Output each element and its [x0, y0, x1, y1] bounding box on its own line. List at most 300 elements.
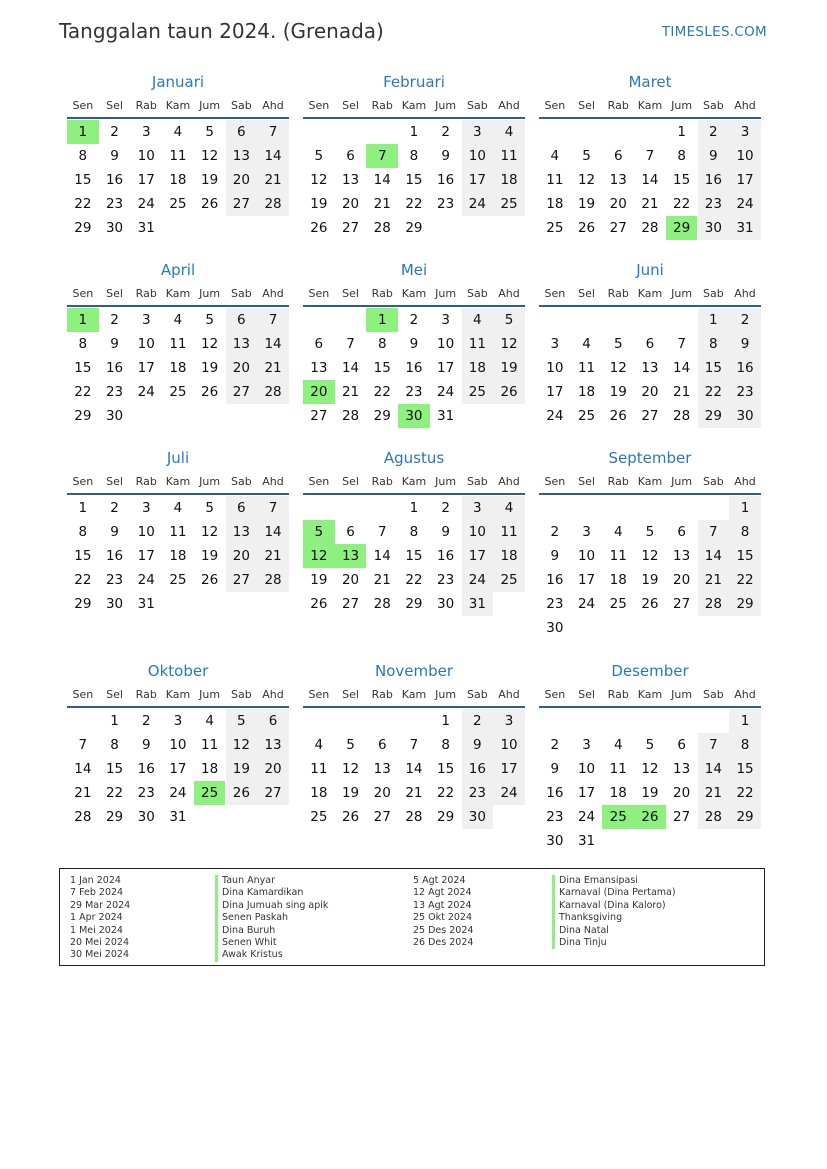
day-cell: 14 — [405, 761, 423, 777]
day-cell: 4 — [314, 737, 324, 753]
day-cell: 23 — [105, 196, 124, 212]
day-cell: 21 — [257, 544, 289, 568]
day-cell: 30 — [105, 408, 124, 424]
day-cell: 29 — [405, 596, 423, 612]
day-cell: 12 — [201, 336, 219, 352]
legend-date: 1 Jan 2024 — [70, 875, 121, 886]
day-cell: 29 — [729, 805, 761, 829]
day-cell: 3 — [141, 124, 151, 140]
day-cell: 9 — [729, 332, 761, 356]
day-cell: 31 — [169, 809, 187, 825]
day-cell: 23 — [729, 380, 761, 404]
day-cell: 28 — [257, 192, 289, 216]
day-cell: 26 — [201, 196, 219, 212]
day-cell: 28 — [698, 805, 730, 829]
weekday-label: Ahd — [262, 99, 284, 112]
weekday-label: Sen — [544, 688, 566, 701]
legend-date: 29 Mar 2024 — [70, 899, 131, 911]
day-cell: 26 — [310, 220, 328, 236]
day-cell: 9 — [462, 733, 494, 757]
weekday-label: Jum — [671, 688, 693, 701]
day-cell: 17 — [577, 785, 596, 801]
day-cell: 21 — [373, 196, 391, 212]
day-cell: 22 — [74, 384, 92, 400]
day-cell: 19 — [201, 172, 219, 188]
day-cell: 22 — [729, 568, 761, 592]
day-cell: 21 — [405, 785, 423, 801]
day-cell: 6 — [226, 120, 258, 144]
month-name: Oktober — [147, 662, 209, 680]
day-cell: 27 — [226, 380, 258, 404]
weekday-label: Sab — [702, 287, 724, 300]
month-divider — [303, 493, 525, 495]
day-cell: 8 — [377, 336, 387, 352]
day-cell: 6 — [346, 148, 355, 164]
day-cell: 14 — [373, 172, 391, 188]
weekday-label: Rab — [135, 99, 157, 112]
month-name: Maret — [628, 73, 672, 91]
day-cell: 25 — [493, 568, 525, 592]
weekday-label: Sen — [544, 99, 566, 112]
day-cell: 17 — [729, 168, 761, 192]
day-cell: 20 — [226, 168, 258, 192]
day-cell: 19 — [641, 785, 659, 801]
day-cell: 6 — [226, 496, 258, 520]
day-cell: 7 — [698, 520, 730, 544]
weekday-label: Kam — [165, 99, 191, 112]
day-cell: 17 — [546, 384, 564, 400]
day-cell: 13 — [673, 548, 691, 564]
day-cell: 30 — [546, 620, 564, 636]
page-title: Tanggalan taun 2024. (Grenada) — [59, 19, 384, 43]
day-cell: 13 — [341, 172, 360, 188]
day-cell: 25 — [493, 192, 525, 216]
weekday-label: Rab — [371, 99, 393, 112]
day-cell: 16 — [137, 761, 155, 777]
day-cell: 12 — [641, 548, 659, 564]
day-cell: 27 — [673, 809, 691, 825]
day-cell: 7 — [377, 524, 387, 540]
day-cell: 30 — [437, 596, 455, 612]
legend-date: 13 Agt 2024 — [413, 899, 472, 911]
day-cell: 17 — [437, 360, 455, 376]
day-cell: 14 — [698, 544, 730, 568]
day-cell: 26 — [609, 408, 627, 424]
day-cell: 18 — [462, 356, 494, 380]
weekday-label: Kam — [165, 688, 191, 701]
weekday-label: Sen — [72, 475, 94, 488]
legend-date: 12 Agt 2024 — [413, 887, 472, 899]
day-cell: 23 — [546, 596, 564, 612]
day-cell: 30 — [698, 216, 730, 240]
day-cell: 4 — [173, 312, 183, 328]
day-cell: 24 — [137, 572, 155, 588]
weekday-label: Sab — [466, 99, 488, 112]
day-cell: 7 — [346, 336, 355, 352]
day-cell: 13 — [226, 144, 258, 168]
month-name: Februari — [383, 73, 445, 91]
day-cell: 11 — [201, 737, 219, 753]
day-cell: 9 — [110, 524, 119, 540]
day-cell: 19 — [641, 572, 659, 588]
day-cell: 16 — [437, 548, 455, 564]
day-cell: 1 — [698, 308, 730, 332]
weekday-label: Sel — [342, 688, 359, 701]
day-cell: 27 — [226, 568, 258, 592]
weekday-label: Ahd — [262, 475, 284, 488]
day-cell: 9 — [550, 761, 560, 777]
month-name: April — [160, 261, 196, 279]
legend-holiday-name: Dina Tinju — [552, 937, 676, 949]
legend-date: 25 Des 2024 — [413, 924, 474, 936]
day-cell: 9 — [441, 148, 450, 164]
day-cell: 7 — [257, 496, 289, 520]
day-cell: 10 — [462, 520, 494, 544]
day-cell: 23 — [105, 572, 124, 588]
day-cell: 16 — [698, 168, 730, 192]
weekday-label: Jum — [199, 99, 221, 112]
day-cell: 24 — [462, 568, 494, 592]
day-cell: 31 — [137, 220, 155, 236]
day-cell: 13 — [226, 332, 258, 356]
day-cell: 29 — [74, 596, 92, 612]
day-cell: 26 — [641, 596, 659, 612]
day-cell: 23 — [437, 572, 455, 588]
weekday-label: Kam — [401, 287, 427, 300]
day-cell: 15 — [74, 172, 92, 188]
weekday-label: Rab — [371, 688, 393, 701]
holiday-day-cell: 12 — [303, 544, 335, 568]
day-cell: 14 — [641, 172, 659, 188]
day-cell: 27 — [641, 408, 659, 424]
day-cell: 5 — [346, 737, 355, 753]
month-divider — [539, 305, 761, 307]
legend-holiday-name: Awak Kristus — [215, 949, 328, 961]
day-cell: 13 — [641, 360, 659, 376]
day-cell: 3 — [729, 120, 761, 144]
day-cell: 15 — [673, 172, 691, 188]
weekday-label: Sel — [578, 287, 595, 300]
day-cell: 14 — [257, 520, 289, 544]
day-cell: 29 — [405, 220, 423, 236]
day-cell: 3 — [582, 524, 591, 540]
month-name: September — [608, 449, 692, 467]
day-cell: 19 — [609, 384, 627, 400]
weekday-label: Sen — [308, 688, 330, 701]
day-cell: 8 — [78, 336, 88, 352]
day-cell: 24 — [437, 384, 455, 400]
weekday-label: Kam — [401, 475, 427, 488]
legend-holiday-name: Dina Buruh — [215, 925, 328, 937]
weekday-label: Sel — [578, 99, 595, 112]
weekday-label: Jum — [435, 475, 457, 488]
day-cell: 8 — [441, 737, 450, 753]
day-cell: 4 — [173, 500, 183, 516]
day-cell: 28 — [698, 592, 730, 616]
day-cell: 8 — [409, 524, 419, 540]
day-cell: 1 — [110, 713, 119, 729]
day-cell: 11 — [169, 524, 187, 540]
day-cell: 30 — [105, 220, 124, 236]
legend-date: 1 Apr 2024 — [70, 912, 123, 924]
day-cell: 3 — [550, 336, 560, 352]
day-cell: 15 — [698, 356, 730, 380]
weekday-label: Sab — [466, 475, 488, 488]
legend-holiday-name: Dina Kamardikan — [215, 887, 328, 899]
weekday-header — [67, 688, 289, 704]
site-link[interactable]: TIMESLES.COM — [661, 24, 767, 40]
day-cell: 16 — [462, 757, 494, 781]
day-cell: 24 — [577, 809, 596, 825]
day-cell: 18 — [493, 168, 525, 192]
day-cell: 24 — [462, 192, 494, 216]
weekday-label: Ahd — [734, 99, 756, 112]
weekday-label: Jum — [435, 688, 457, 701]
day-cell: 21 — [698, 781, 730, 805]
day-cell: 24 — [137, 196, 155, 212]
month-name: Desember — [611, 662, 689, 680]
day-cell: 9 — [110, 336, 119, 352]
day-cell: 23 — [405, 384, 423, 400]
day-cell: 19 — [310, 196, 328, 212]
day-cell: 24 — [137, 384, 155, 400]
day-cell: 8 — [698, 332, 730, 356]
day-cell: 27 — [257, 781, 289, 805]
day-cell: 11 — [493, 520, 525, 544]
day-cell: 5 — [645, 737, 655, 753]
weekday-label: Sen — [72, 688, 94, 701]
day-cell: 25 — [577, 408, 596, 424]
day-cell: 1 — [409, 124, 419, 140]
day-cell: 14 — [373, 548, 391, 564]
weekday-label: Ahd — [498, 475, 520, 488]
day-cell: 7 — [409, 737, 419, 753]
day-cell: 21 — [641, 196, 659, 212]
legend-holiday-name: Thanksgiving — [552, 912, 676, 924]
holiday-legend — [59, 868, 765, 966]
weekday-header — [539, 688, 761, 704]
weekday-label: Sen — [72, 99, 94, 112]
holiday-day-cell: 1 — [67, 120, 99, 144]
legend-holiday-name: Dina Jumuah sing apik — [215, 900, 328, 912]
weekday-header — [539, 475, 761, 491]
weekday-label: Jum — [199, 475, 221, 488]
weekday-label: Jum — [671, 287, 693, 300]
day-cell: 20 — [641, 384, 659, 400]
day-cell: 6 — [613, 148, 623, 164]
day-cell: 21 — [673, 384, 691, 400]
day-cell: 27 — [609, 220, 627, 236]
day-cell: 17 — [493, 757, 525, 781]
day-cell: 3 — [141, 500, 151, 516]
day-cell: 15 — [729, 544, 761, 568]
day-cell: 23 — [105, 384, 124, 400]
day-cell: 26 — [201, 384, 219, 400]
day-cell: 7 — [257, 308, 289, 332]
legend-holiday-name: Senen Whit — [215, 937, 328, 949]
day-cell: 28 — [74, 809, 92, 825]
day-cell: 22 — [673, 196, 691, 212]
day-cell: 24 — [729, 192, 761, 216]
day-cell: 31 — [462, 592, 494, 616]
legend-date: 7 Feb 2024 — [70, 887, 124, 899]
day-cell: 31 — [577, 833, 596, 849]
day-cell: 22 — [698, 380, 730, 404]
day-cell: 8 — [729, 733, 761, 757]
day-cell: 2 — [110, 124, 119, 140]
day-cell: 29 — [74, 220, 92, 236]
day-cell: 10 — [729, 144, 761, 168]
day-cell: 12 — [577, 172, 596, 188]
day-cell: 22 — [74, 196, 92, 212]
day-cell: 15 — [105, 761, 124, 777]
legend-date: 1 Mei 2024 — [70, 924, 123, 936]
weekday-label: Sel — [342, 99, 359, 112]
day-cell: 14 — [341, 360, 360, 376]
day-cell: 30 — [105, 596, 124, 612]
day-cell: 8 — [677, 148, 686, 164]
day-cell: 6 — [677, 737, 686, 753]
day-cell: 28 — [373, 220, 391, 236]
holiday-day-cell: 30 — [398, 404, 430, 428]
day-cell: 8 — [78, 524, 88, 540]
day-cell: 2 — [110, 312, 119, 328]
day-cell: 22 — [74, 572, 92, 588]
day-cell: 5 — [645, 524, 655, 540]
day-cell: 29 — [437, 809, 455, 825]
day-cell: 16 — [105, 360, 124, 376]
day-cell: 5 — [226, 709, 258, 733]
day-cell: 24 — [493, 781, 525, 805]
day-cell: 11 — [169, 336, 187, 352]
weekday-header — [67, 99, 289, 115]
weekday-label: Rab — [135, 688, 157, 701]
day-cell: 20 — [609, 196, 627, 212]
day-cell: 18 — [201, 761, 219, 777]
day-cell: 19 — [201, 548, 219, 564]
day-cell: 26 — [226, 781, 258, 805]
day-cell: 29 — [698, 404, 730, 428]
day-cell: 21 — [257, 356, 289, 380]
day-cell: 4 — [173, 124, 183, 140]
holiday-day-cell: 25 — [602, 805, 634, 829]
day-cell: 27 — [341, 220, 360, 236]
day-cell: 15 — [74, 360, 92, 376]
day-cell: 16 — [437, 172, 455, 188]
day-cell: 13 — [226, 520, 258, 544]
day-cell: 9 — [141, 737, 151, 753]
day-cell: 18 — [577, 384, 596, 400]
day-cell: 19 — [201, 360, 219, 376]
day-cell: 30 — [546, 833, 564, 849]
day-cell: 28 — [373, 596, 391, 612]
day-cell: 21 — [257, 168, 289, 192]
holiday-day-cell: 7 — [366, 144, 398, 168]
day-cell: 8 — [729, 520, 761, 544]
month-divider — [539, 117, 761, 119]
weekday-label: Sen — [544, 287, 566, 300]
day-cell: 23 — [462, 781, 494, 805]
day-cell: 21 — [341, 384, 360, 400]
legend-names-right — [552, 875, 676, 949]
day-cell: 15 — [729, 757, 761, 781]
holiday-day-cell: 20 — [303, 380, 335, 404]
day-cell: 4 — [550, 148, 560, 164]
day-cell: 20 — [341, 572, 360, 588]
day-cell: 7 — [677, 336, 686, 352]
day-cell: 25 — [609, 596, 627, 612]
day-cell: 9 — [441, 524, 450, 540]
weekday-label: Kam — [401, 688, 427, 701]
day-cell: 18 — [169, 172, 187, 188]
weekday-label: Sab — [230, 287, 252, 300]
weekday-label: Jum — [671, 99, 693, 112]
day-cell: 7 — [78, 737, 88, 753]
day-cell: 28 — [641, 220, 659, 236]
day-cell: 21 — [373, 572, 391, 588]
weekday-label: Rab — [607, 475, 629, 488]
weekday-label: Sen — [308, 287, 330, 300]
day-cell: 12 — [493, 332, 525, 356]
day-cell: 5 — [205, 500, 214, 516]
day-cell: 19 — [341, 785, 360, 801]
weekday-label: Kam — [401, 99, 427, 112]
legend-holiday-name: Senen Paskah — [215, 912, 328, 924]
weekday-label: Rab — [607, 688, 629, 701]
day-cell: 14 — [257, 332, 289, 356]
day-cell: 4 — [205, 713, 214, 729]
day-cell: 6 — [645, 336, 655, 352]
holiday-day-cell: 1 — [366, 308, 398, 332]
weekday-label: Sen — [544, 475, 566, 488]
day-cell: 18 — [493, 544, 525, 568]
day-cell: 8 — [110, 737, 119, 753]
weekday-label: Sen — [72, 287, 94, 300]
weekday-label: Sel — [106, 287, 123, 300]
weekday-label: Ahd — [734, 287, 756, 300]
legend-holiday-name: Taun Anyar — [215, 875, 328, 887]
day-cell: 12 — [310, 172, 328, 188]
day-cell: 5 — [493, 308, 525, 332]
day-cell: 2 — [550, 737, 560, 753]
day-cell: 4 — [493, 120, 525, 144]
day-cell: 13 — [673, 761, 691, 777]
day-cell: 17 — [137, 360, 155, 376]
day-cell: 27 — [310, 408, 328, 424]
day-cell: 12 — [201, 524, 219, 540]
weekday-label: Jum — [435, 287, 457, 300]
day-cell: 25 — [462, 380, 494, 404]
day-cell: 3 — [462, 496, 494, 520]
day-cell: 2 — [141, 713, 151, 729]
day-cell: 12 — [641, 761, 659, 777]
day-cell: 2 — [698, 120, 730, 144]
day-cell: 10 — [169, 737, 187, 753]
month-divider — [539, 706, 761, 708]
month-divider — [539, 493, 761, 495]
day-cell: 20 — [341, 196, 360, 212]
weekday-label: Rab — [371, 475, 393, 488]
legend-dates-left — [70, 875, 130, 962]
day-cell: 9 — [550, 548, 560, 564]
day-cell: 15 — [405, 548, 423, 564]
day-cell: 28 — [341, 408, 360, 424]
weekday-header — [67, 475, 289, 491]
day-cell: 23 — [698, 192, 730, 216]
day-cell: 25 — [169, 384, 187, 400]
month-name: Januari — [151, 73, 205, 91]
day-cell: 20 — [673, 572, 691, 588]
